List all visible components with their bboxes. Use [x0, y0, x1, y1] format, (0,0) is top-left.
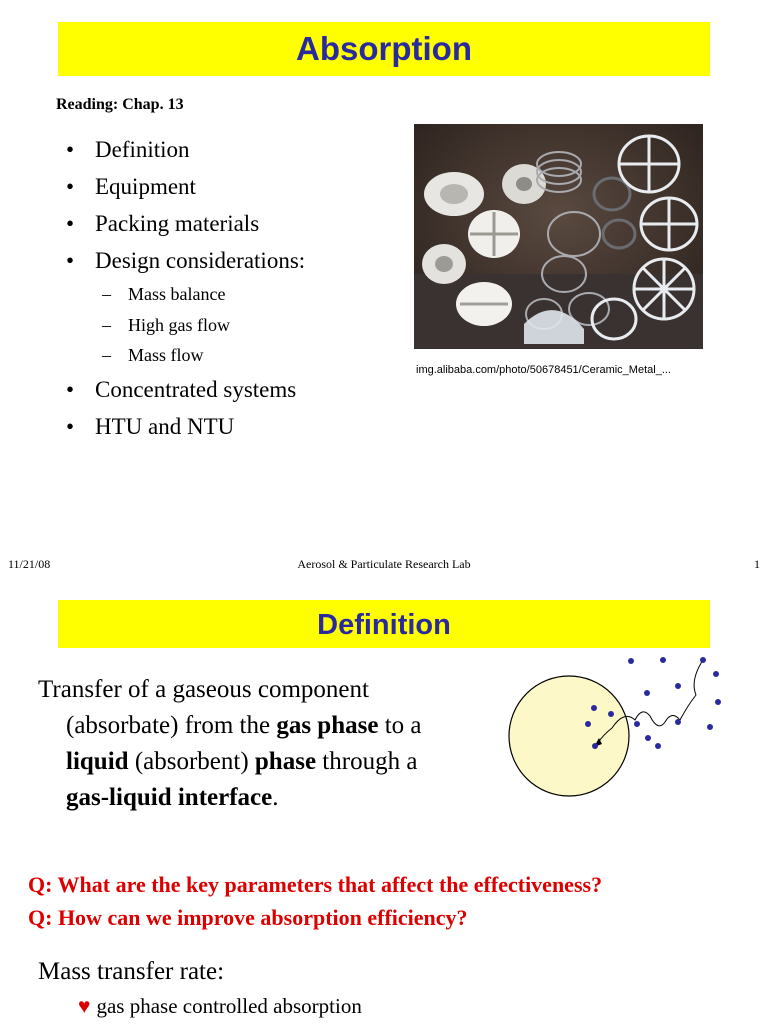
list-item: • HTU and NTU [66, 413, 235, 439]
list-item: • Design considerations: [66, 248, 306, 273]
sub-list-item: – Mass flow [102, 345, 204, 365]
list-item: • Concentrated systems [66, 376, 297, 402]
footer-page-number: 1 [754, 557, 760, 571]
absorption-diagram [500, 650, 740, 800]
slide1-title: Absorption [58, 22, 710, 76]
reading-note: Reading: Chap. 13 [56, 96, 184, 113]
sub-list-item: – Mass balance [102, 284, 226, 304]
heart-icon: ♥ [78, 994, 91, 1018]
packing-materials-photo [414, 124, 703, 349]
outline-list [66, 131, 305, 445]
image-caption: img.alibaba.com/photo/50678451/Ceramic_Metal_... [416, 364, 671, 376]
liquid-droplet [509, 676, 629, 796]
list-item: • Equipment [66, 174, 196, 199]
list-item: • Packing materials [66, 211, 260, 236]
list-item: • Definition [66, 137, 190, 162]
footer-lab: Aerosol & Particulate Research Lab [297, 557, 471, 571]
question-2: Q: How can we improve absorption efficiency? [28, 905, 468, 930]
footer-date: 11/21/08 [8, 557, 51, 571]
list-item: ♥ gas phase controlled absorption [78, 994, 362, 1018]
question-1: Q: What are the key parameters that affect the effectiveness? [28, 872, 603, 897]
sub-list-item: – High gas flow [102, 314, 230, 335]
mass-transfer-heading: Mass transfer rate: [38, 958, 225, 985]
definition-text: Transfer of a gaseous component (absorbate) from the gas phase to a liquid (absorbent) phase through a gas-liquid interface. [38, 676, 422, 811]
slide2-title: Definition [58, 600, 710, 648]
